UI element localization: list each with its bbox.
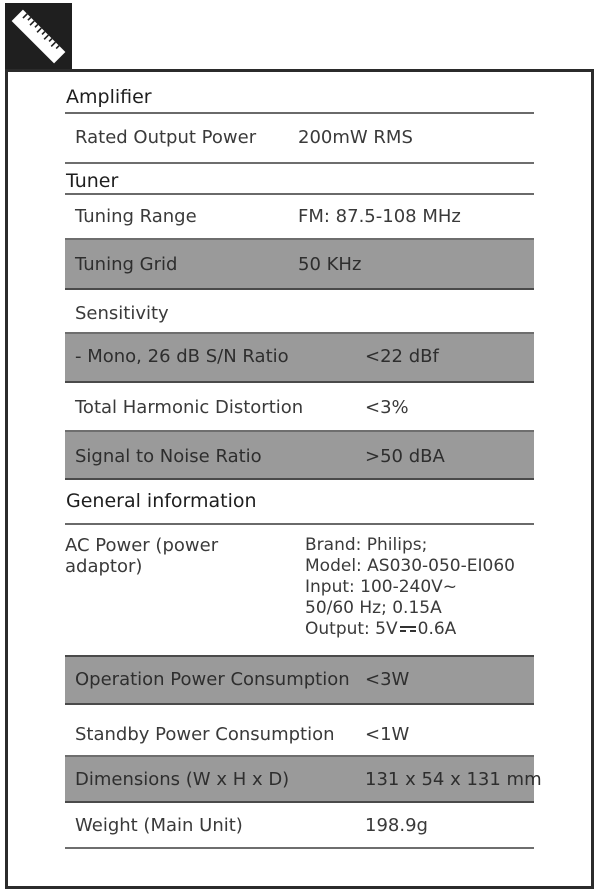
spec-value: >50 dBA bbox=[365, 446, 445, 467]
spec-value: <3% bbox=[365, 397, 409, 418]
spec-label: Weight (Main Unit) bbox=[75, 815, 243, 836]
spec-row-weight bbox=[65, 803, 534, 849]
spec-value: 200mW RMS bbox=[298, 127, 413, 148]
spec-row-mono-sn-ratio bbox=[65, 334, 534, 383]
spec-row-ac-power bbox=[65, 525, 534, 655]
spec-value: Brand: Philips; Model: AS030-050-EI060 Input: 100-240V~ 50/60 Hz; 0.15A Output: 5V 0.6A bbox=[305, 535, 515, 639]
spec-row-tuning-range bbox=[65, 195, 534, 240]
spec-value: FM: 87.5-108 MHz bbox=[298, 206, 461, 227]
spec-label: Dimensions (W x H x D) bbox=[75, 769, 290, 790]
spec-row-tuning-grid bbox=[65, 240, 534, 290]
spec-label: Tuning Grid bbox=[75, 254, 178, 275]
spec-label: AC Power (power adaptor) bbox=[65, 535, 219, 577]
spec-label: - Mono, 26 dB S/N Ratio bbox=[75, 346, 289, 367]
section-title-amplifier: Amplifier bbox=[65, 88, 534, 114]
spec-value: <1W bbox=[365, 724, 410, 745]
section-title-general-information: General information bbox=[65, 492, 534, 525]
spec-label: Signal to Noise Ratio bbox=[75, 446, 262, 467]
spec-row-operation-power-consumption bbox=[65, 655, 534, 705]
spec-value: 131 x 54 x 131 mm bbox=[365, 769, 542, 790]
spec-label: Sensitivity bbox=[75, 303, 169, 324]
spec-label: Total Harmonic Distortion bbox=[75, 397, 304, 418]
ruler-icon bbox=[5, 3, 72, 70]
spec-row-standby-power-consumption bbox=[65, 705, 534, 757]
spec-value: <22 dBf bbox=[365, 346, 439, 367]
spec-value: 198.9g bbox=[365, 815, 428, 836]
ruler-icon-tab bbox=[5, 3, 72, 70]
spec-value: 50 KHz bbox=[298, 254, 362, 275]
section-title-tuner: Tuner bbox=[65, 172, 534, 195]
spec-label: Operation Power Consumption bbox=[75, 669, 350, 690]
spec-row-signal-to-noise-ratio bbox=[65, 432, 534, 480]
spec-value: <3W bbox=[365, 669, 410, 690]
spec-label: Standby Power Consumption bbox=[75, 724, 335, 745]
spec-row-total-harmonic-distortion bbox=[65, 383, 534, 432]
spec-row-dimensions bbox=[65, 757, 542, 803]
spec-label: Tuning Range bbox=[75, 206, 197, 227]
spec-row-rated-output-power bbox=[65, 114, 534, 164]
spec-label: Rated Output Power bbox=[75, 127, 257, 148]
spec-row-sensitivity bbox=[65, 290, 534, 334]
dc-symbol-icon bbox=[400, 624, 416, 634]
